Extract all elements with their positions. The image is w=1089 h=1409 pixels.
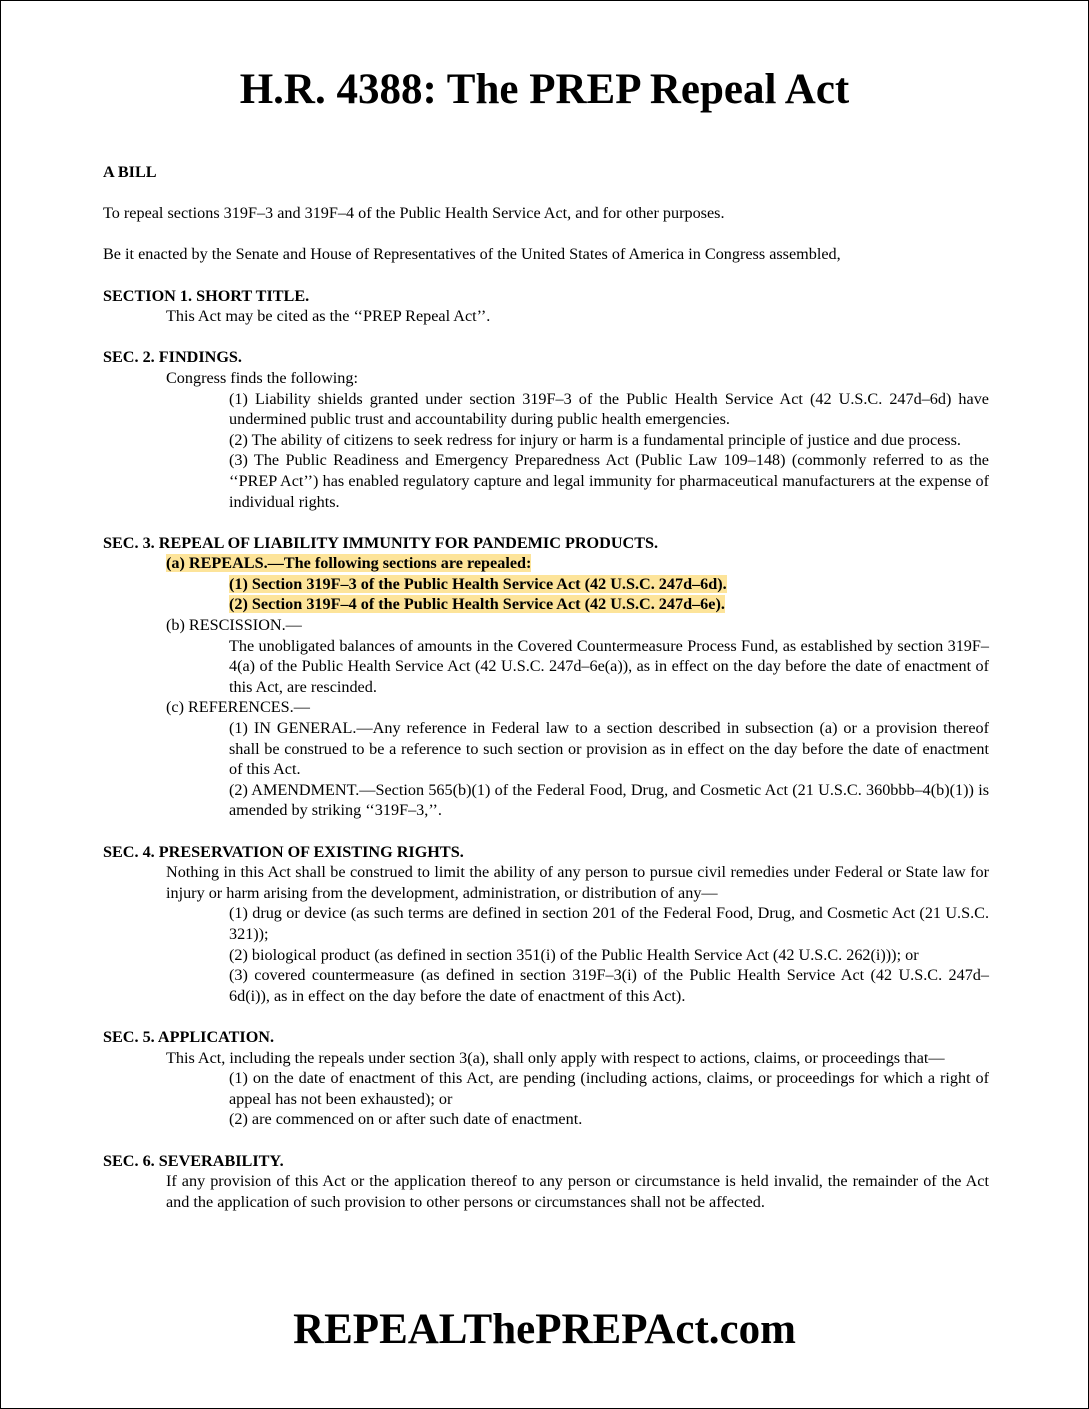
page-title: H.R. 4388: The PREP Repeal Act — [239, 66, 850, 113]
finding-item: (2) The ability of citizens to seek redress for injury or harm is a fundamental principle of justice and due process. — [229, 430, 961, 449]
section-5 — [103, 1027, 989, 1130]
bill-body — [103, 162, 989, 1212]
rights-item: (1) drug or device (as such terms are defined in section 201 of the Federal Food, Drug, and Cosmetic Act (21 U.S.C. 321)); — [229, 904, 989, 943]
repeal-item — [103, 594, 989, 615]
footer-website: REPEALThePREPAct.com — [293, 1306, 796, 1353]
section-6 — [103, 1151, 989, 1213]
section-4 — [103, 842, 989, 1007]
section-text: If any provision of this Act or the application thereof to any person or circumstance is held invalid, the remainder of the Act and the application of such provision to other persons or circumstances shall not be affected. — [166, 1172, 989, 1211]
section-heading: SEC. 6. SEVERABILITY. — [103, 1151, 284, 1170]
section-heading: SEC. 5. APPLICATION. — [103, 1027, 275, 1046]
bill-purpose: To repeal sections 319F–3 and 319F–4 of the Public Health Service Act, and for other purposes. — [103, 204, 725, 223]
repeal-item — [103, 574, 989, 595]
repeals-subsection — [103, 553, 989, 574]
finding-item: (1) Liability shields granted under section 319F–3 of the Public Health Service Act (42 U.S.C. 247d–6d) have undermined public trust and accountability during public health emergencies. — [229, 389, 989, 429]
application-item: (2) are commenced on or after such date of enactment. — [229, 1110, 583, 1129]
highlighted-text: (2) Section 319F–4 of the Public Health Service Act (42 U.S.C. 247d–6e). — [229, 595, 725, 614]
highlighted-text: (1) Section 319F–3 of the Public Health Service Act (42 U.S.C. 247d–6d). — [229, 574, 727, 593]
section-intro: This Act, including the repeals under section 3(a), shall only apply with respect to actions, claims, or proceedings that— — [166, 1048, 945, 1067]
rights-item: (2) biological product (as defined in section 351(i) of the Public Health Service Act (42 U.S.C. 262(i))); or — [229, 945, 919, 964]
section-text: This Act may be cited as the ‘‘PREP Repeal Act’’. — [166, 307, 491, 326]
section-2 — [103, 347, 989, 512]
reference-item: (2) AMENDMENT.—Section 565(b)(1) of the Federal Food, Drug, and Cosmetic Act (21 U.S.C. 360bbb–4(b)(1)) is amended by striking ‘‘319F–3,’’. — [229, 780, 989, 820]
section-intro: Congress finds the following: — [166, 368, 358, 387]
enacting-clause: Be it enacted by the Senate and House of Representatives of the United States of America in Congress assembled, — [103, 245, 841, 264]
section-heading: SEC. 4. PRESERVATION OF EXISTING RIGHTS. — [103, 842, 464, 861]
section-heading: SECTION 1. SHORT TITLE. — [103, 286, 310, 305]
reference-item: (1) IN GENERAL.—Any reference in Federal law to a section described in subsection (a) or a provision thereof shall be construed to be a reference to such section or provision as in effect on the day before the date of enactment of this Act. — [229, 719, 989, 779]
section-heading: SEC. 2. FINDINGS. — [103, 348, 242, 367]
references-subsection: (c) REFERENCES.— — [166, 698, 310, 717]
highlighted-text: (a) REPEALS.—The following sections are repealed: — [166, 554, 532, 573]
section-heading: SEC. 3. REPEAL OF LIABILITY IMMUNITY FOR PANDEMIC PRODUCTS. — [103, 533, 659, 552]
finding-item: (3) The Public Readiness and Emergency Preparedness Act (Public Law 109–148) (commonly referred to as the ‘‘PREP Act’’) has enabled regulatory capture and legal immunity for pharmaceutical manufacturers at the expense of individual rights. — [229, 451, 989, 511]
rescission-subsection: (b) RESCISSION.— — [166, 616, 302, 635]
section-1 — [103, 286, 989, 327]
section-intro: Nothing in this Act shall be construed to limit the ability of any person to pursue civil remedies under Federal or State law for injury or harm arising from the development, administration, or distribution of any— — [166, 863, 989, 902]
application-item: (1) on the date of enactment of this Act, are pending (including actions, claims, or proceedings for which a right of appeal has not been exhausted); or — [229, 1069, 989, 1108]
section-3 — [103, 533, 989, 821]
rights-item: (3) covered countermeasure (as defined in section 319F–3(i) of the Public Health Service Act (42 U.S.C. 247d–6d(i)), as in effect on the day before the date of enactment of this Act). — [229, 966, 989, 1005]
rescission-text: The unobligated balances of amounts in the Covered Countermeasure Process Fund, as established by section 319F–4(a) of the Public Health Service Act (42 U.S.C. 247d–6e(a)), as in effect on the day before the date of enactment of this Act, are rescinded. — [229, 636, 989, 696]
bill-label: A BILL — [103, 163, 157, 181]
